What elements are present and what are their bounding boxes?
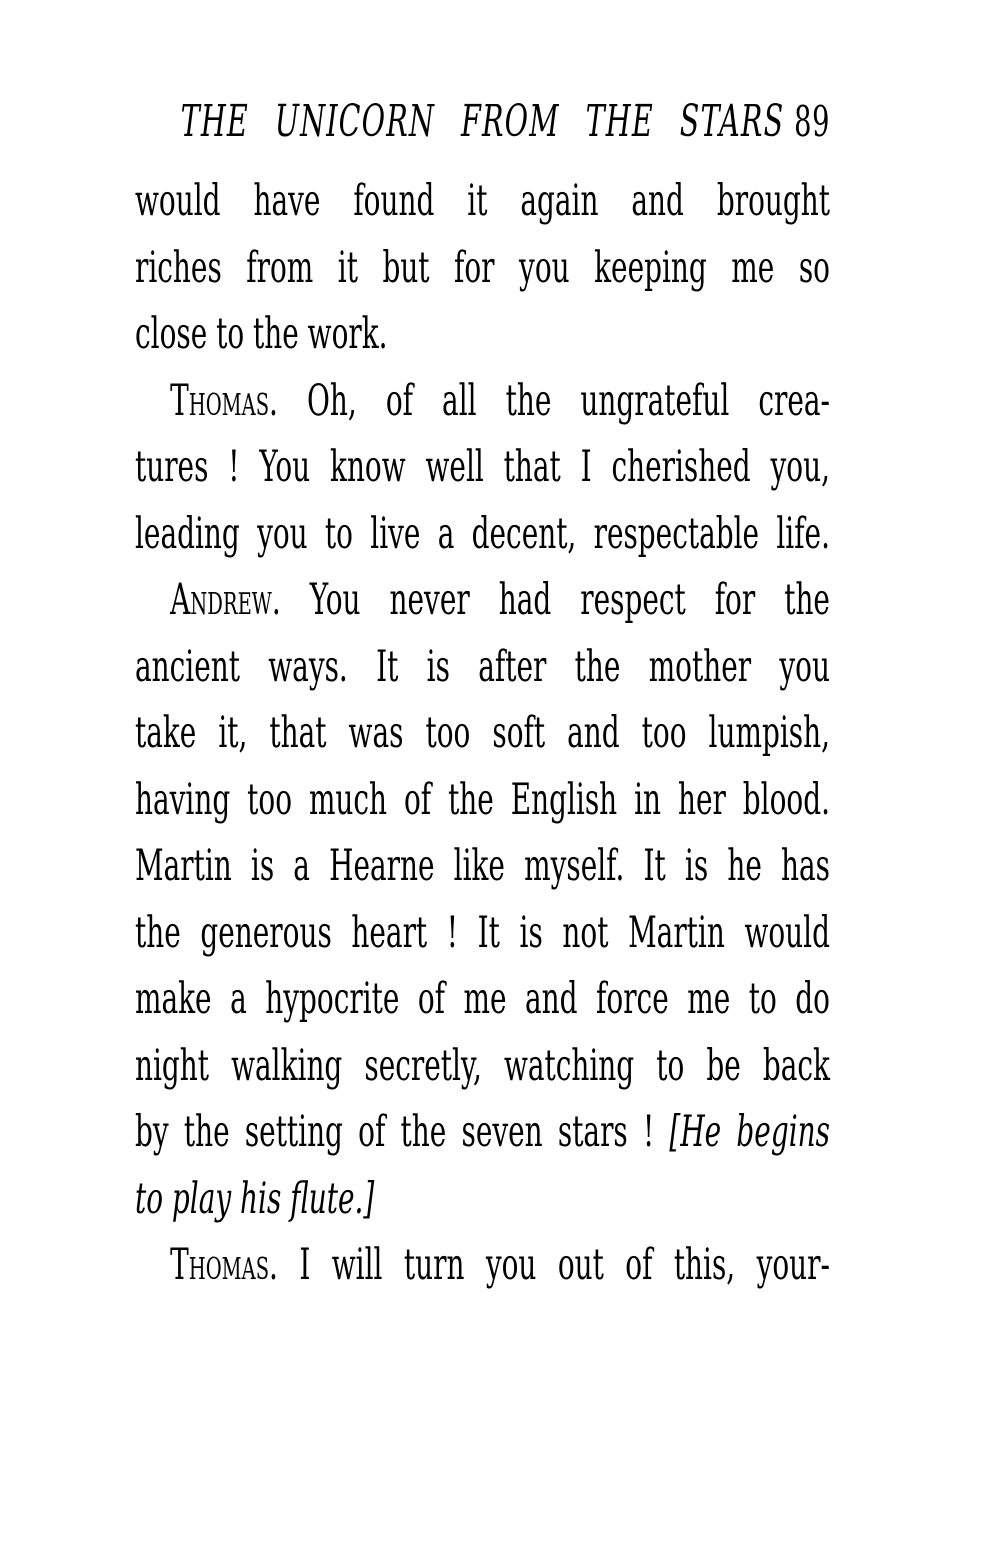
type-area: [135, 96, 830, 1299]
text-line: [135, 567, 830, 634]
text-line: close to the work.: [135, 309, 388, 359]
body-text: [135, 168, 830, 1299]
dialogue-text: I will turn you out of this, your-: [277, 1240, 830, 1290]
text-line: the generous heart ! It is not Martin would: [135, 907, 830, 958]
text-line: having too much of the English in her blood.: [135, 774, 830, 825]
text-line: Martin is a Hearne like myself. It is he has: [135, 841, 830, 891]
text-block: [135, 96, 830, 1299]
dialogue-text: You never had respect for the: [280, 575, 830, 625]
text-line: ancient ways. It is after the mother you: [135, 641, 830, 692]
speaker-name: Thomas.: [170, 375, 278, 426]
running-head-title: THE UNICORN FROM THE STARS: [180, 96, 785, 147]
running-head: [135, 96, 830, 147]
text-line: leading you to live a decent, respectable life.: [135, 508, 830, 559]
text-line: make a hypocrite of me and force me to do: [135, 974, 830, 1024]
stage-direction: [He begins: [669, 1107, 830, 1157]
text-line: [135, 368, 830, 435]
text-line: take it, that was too soft and too lumpish,: [135, 708, 830, 758]
speaker-name: Thomas.: [170, 1240, 278, 1290]
stage-direction: to play his flute.]: [135, 1173, 375, 1224]
text-line: riches from it but for you keeping me so: [135, 242, 830, 293]
dialogue-text: by the setting of the seven stars !: [135, 1107, 670, 1157]
text-line: tures ! You know well that I cherished you,: [135, 442, 830, 492]
text-line: would have found it again and brought: [135, 176, 830, 226]
text-line: night walking secretly, watching to be back: [135, 1040, 830, 1091]
speaker-name: Andrew.: [170, 575, 281, 625]
text-line: [135, 1232, 830, 1299]
page-number: 89: [794, 97, 830, 146]
text-line: [135, 1099, 830, 1166]
dialogue-text: Oh, of all the ungrateful crea-: [277, 375, 830, 426]
